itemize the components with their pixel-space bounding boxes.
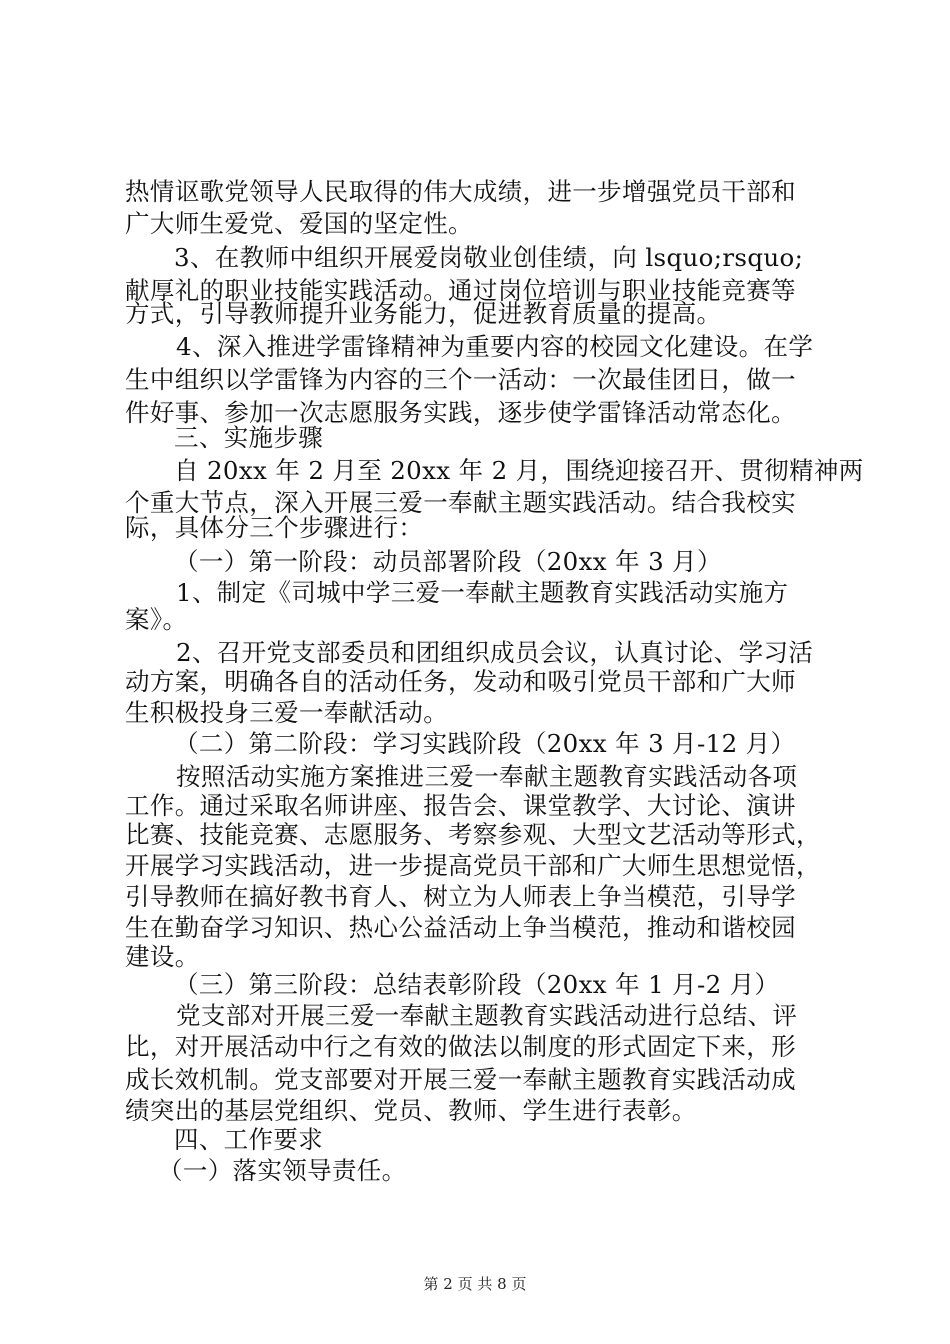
text-line: 生在勤奋学习知识、热心公益活动上争当模范，推动和谐校园: [125, 913, 796, 942]
subsection-heading: （三）第三阶段：总结表彰阶段（20xx 年 1 月-2 月）: [174, 970, 780, 999]
text-line: 2、召开党支部委员和团组织成员会议，认真讨论、学习活: [176, 638, 814, 667]
subsection-heading: （二）第二阶段：学习实践阶段（20xx 年 3 月-12 月）: [174, 729, 796, 758]
text-line: 开展学习实践活动，进一步提高党员干部和广大师生思想觉悟，: [125, 851, 821, 880]
subsection-heading: （一）第一阶段：动员部署阶段（20xx 年 3 月）: [174, 547, 722, 576]
text-line: 4、深入推进学雷锋精神为重要内容的校园文化建设。在学: [176, 332, 814, 361]
text-line: 际，具体分三个步骤进行：: [125, 513, 424, 542]
text-line: 党支部对开展三爱一奉献主题教育实践活动进行总结、评: [176, 1001, 798, 1030]
text-line: 比赛、技能竞赛、志愿服务、考察参观、大型文艺活动等形式，: [125, 820, 821, 849]
text-line: 生积极投身三爱一奉献活动。: [125, 698, 449, 727]
section-heading: 四、工作要求: [174, 1125, 324, 1154]
text-line: 1、制定《司城中学三爱一奉献主题教育实践活动实施方: [176, 578, 789, 607]
text-line: 动方案，明确各自的活动任务，发动和吸引党员干部和广大师: [125, 667, 796, 696]
text-line: 3、在教师中组织开展爱岗敬业创佳绩，向 lsquo;rsquo;: [174, 243, 804, 272]
text-line: 生中组织以学雷锋为内容的三个一活动：一次最佳团日，做一: [125, 365, 796, 394]
text-line: 广大师生爱党、爱国的坚定性。: [125, 209, 473, 238]
text-line: 建设。: [125, 942, 200, 971]
text-line: 工作。通过采取名师讲座、报告会、课堂教学、大讨论、演讲: [125, 791, 796, 820]
section-heading: 三、实施步骤: [174, 423, 324, 452]
text-line: 热情讴歌党领导人民取得的伟大成绩，进一步增强党员干部和: [125, 177, 796, 206]
subsection-heading: （一）落实领导责任。: [158, 1156, 407, 1185]
text-line: 件好事、参加一次志愿服务实践，逐步使学雷锋活动常态化。: [125, 398, 796, 427]
text-line: 引导教师在搞好教书育人、树立为人师表上争当模范，引导学: [125, 882, 796, 911]
text-line: 按照活动实施方案推进三爱一奉献主题教育实践活动各项: [176, 762, 798, 791]
text-line: 成长效机制。党支部要对开展三爱一奉献主题教育实践活动成: [125, 1065, 796, 1094]
text-line: 比，对开展活动中行之有效的做法以制度的形式固定下来，形: [125, 1032, 796, 1061]
text-line: 自 20xx 年 2 月至 20xx 年 2 月，围绕迎接召开、贯彻精神两: [174, 456, 864, 485]
text-line: 个重大节点，深入开展三爱一奉献主题实践活动。结合我校实: [125, 488, 796, 517]
text-line: 献厚礼的职业技能实践活动。通过岗位培训与职业技能竞赛等: [125, 276, 796, 305]
text-line: 方式，引导教师提升业务能力，促进教育质量的提高。: [125, 299, 722, 328]
page-number-footer: 第 2 页 共 8 页: [423, 1275, 527, 1293]
text-line: 绩突出的基层党组织、党员、教师、学生进行表彰。: [125, 1096, 697, 1125]
text-line: 案》。: [125, 605, 188, 634]
